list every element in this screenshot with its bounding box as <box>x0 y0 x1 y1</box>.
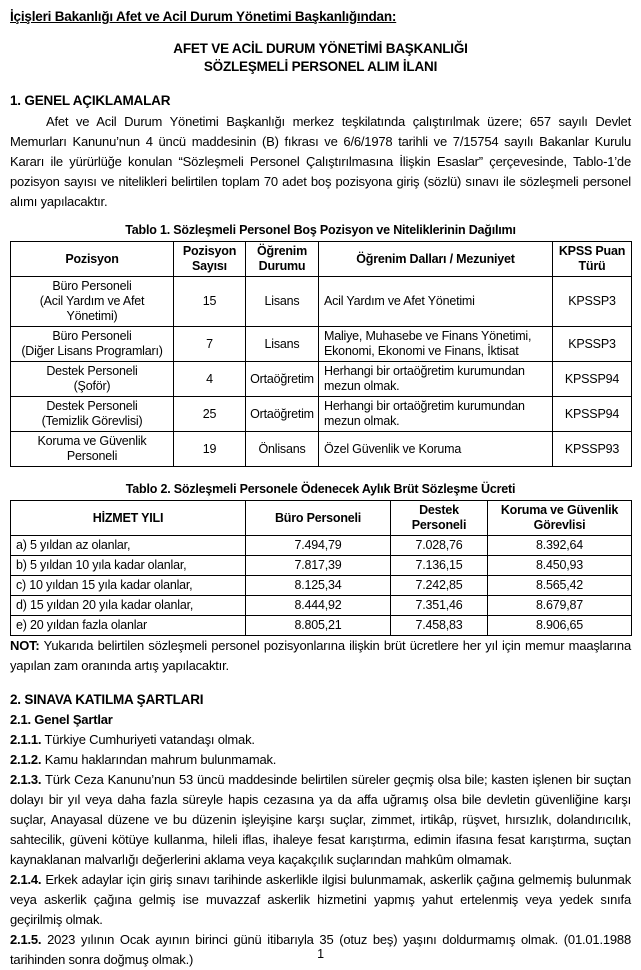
cell-ogrenim: Lisans <box>246 327 319 362</box>
table1-caption: Tablo 1. Sözleşmeli Personel Boş Pozisyon ve Niteliklerinin Dağılımı <box>125 223 516 237</box>
section2-subheading: 2.1. Genel Şartlar <box>10 712 113 727</box>
title-line-2: SÖZLEŞMELİ PERSONEL ALIM İLANI <box>203 59 438 74</box>
requirement-number: 2.1.4. <box>10 872 42 887</box>
table2-header-destek: Destek Personeli <box>391 501 488 536</box>
cell-destek-ucret: 7.458,83 <box>391 616 488 636</box>
table2-header-buro: Büro Personeli <box>246 501 391 536</box>
cell-hizmet-yili: e) 20 yıldan fazla olanlar <box>11 616 246 636</box>
requirement-item <box>10 750 631 770</box>
cell-dallar: Herhangi bir ortaöğretim kurumundan mezun olmak. <box>319 362 553 397</box>
requirement-text: Türkiye Cumhuriyeti vatandaşı olmak. <box>44 732 255 747</box>
cell-ogrenim: Önlisans <box>246 432 319 467</box>
table2-caption: Tablo 2. Sözleşmeli Personele Ödenecek Aylık Brüt Sözleşme Ücreti <box>125 482 516 496</box>
cell-destek-ucret: 7.242,85 <box>391 576 488 596</box>
cell-sayi: 7 <box>174 327 246 362</box>
cell-destek-ucret: 7.351,46 <box>391 596 488 616</box>
requirement-number: 2.1.2. <box>10 752 42 767</box>
table1-header-sayi: Pozisyon Sayısı <box>174 242 246 277</box>
table-row <box>11 432 632 467</box>
cell-koruma-ucret: 8.450,93 <box>488 556 632 576</box>
table1-positions <box>10 241 632 467</box>
requirement-item <box>10 770 631 870</box>
requirement-number: 2.1.1. <box>10 732 42 747</box>
table-row <box>11 596 632 616</box>
table1-header-ogrenim: Öğrenim Durumu <box>246 242 319 277</box>
cell-pozisyon: Koruma ve Güvenlik Personeli <box>11 432 174 467</box>
cell-ogrenim: Lisans <box>246 277 319 327</box>
cell-sayi: 25 <box>174 397 246 432</box>
cell-buro-ucret: 8.444,92 <box>246 596 391 616</box>
section1-heading: 1. GENEL AÇIKLAMALAR <box>10 93 171 108</box>
table2-header-koruma: Koruma ve Güvenlik Görevlisi <box>488 501 632 536</box>
table1-header-dallar: Öğrenim Dalları / Mezuniyet <box>319 242 553 277</box>
cell-koruma-ucret: 8.565,42 <box>488 576 632 596</box>
table-row <box>11 536 632 556</box>
cell-pozisyon: Büro Personeli (Acil Yardım ve Afet Yönetimi) <box>11 277 174 327</box>
requirement-text: Türk Ceza Kanunu’nun 53 üncü maddesinde belirtilen süreler geçmiş olsa bile; kasten işlenen bir suçtan dolayı bir yıl veya daha fazla süreyle hapis cezasına ya da affa uğramış olsa bile devletin güvenliğine karşı suçlar, Anayasal düzene ve bu düzenin işleyişine karşı suçlar, zimmet, irtikâp, rüşvet, hırsızlık, dolandırıcılık, sahtecilik, güveni kötüye kullanma, hileli iflas, ihaleye fesat karıştırma, edimin ifasına fesat karıştırma, suçtan kaynaklanan malvarlığı değerlerini aklama veya kaçakçılık suçlarından mahkûm olmamak. <box>10 772 631 867</box>
cell-ogrenim: Ortaöğretim <box>246 397 319 432</box>
table-row <box>11 362 632 397</box>
note-label: NOT: <box>10 638 40 653</box>
requirements-list <box>10 730 631 970</box>
requirement-text: 2023 yılının Ocak ayının birinci günü itibarıyla 35 (otuz beş) yaşını doldurmamış olmak. (01.01.1988 tarihinden sonra doğmuş olmak.) <box>10 932 631 967</box>
section1-paragraph: Afet ve Acil Durum Yönetimi Başkanlığı merkez teşkilatında çalıştırılmak üzere; 657 sayılı Devlet Memurları Kanunu’nun 4 üncü maddesinin (B) fıkrası ve 6/6/1978 tarihli ve 7/15754 sayılı Bakanlar Kurulu Kararı ile yürürlüğe konulan “Sözleşmeli Personel Çalıştırılmasına İlişkin Esaslar” çerçevesinde, Tablo-1’de pozisyon sayısı ve nitelikleri belirtilen toplam 70 adet boş pozisyona giriş (sözlü) sınavı ile sözleşmeli personel alımı yapılacaktır. <box>10 114 631 209</box>
table-row <box>11 616 632 636</box>
cell-hizmet-yili: b) 5 yıldan 10 yıla kadar olanlar, <box>11 556 246 576</box>
cell-kpss: KPSSP3 <box>553 327 632 362</box>
cell-buro-ucret: 8.805,21 <box>246 616 391 636</box>
title-line-1: AFET VE ACİL DURUM YÖNETİMİ BAŞKANLIĞI <box>173 41 468 56</box>
table-row <box>11 576 632 596</box>
cell-hizmet-yili: a) 5 yıldan az olanlar, <box>11 536 246 556</box>
announcement-title <box>10 40 631 76</box>
section2-heading: 2. SINAVA KATILMA ŞARTLARI <box>10 692 204 707</box>
cell-destek-ucret: 7.028,76 <box>391 536 488 556</box>
cell-destek-ucret: 7.136,15 <box>391 556 488 576</box>
issuing-authority-line: İçişleri Bakanlığı Afet ve Acil Durum Yönetimi Başkanlığından: <box>10 9 397 24</box>
cell-buro-ucret: 7.817,39 <box>246 556 391 576</box>
cell-kpss: KPSSP93 <box>553 432 632 467</box>
cell-sayi: 15 <box>174 277 246 327</box>
requirement-number: 2.1.5. <box>10 932 42 947</box>
cell-dallar: Özel Güvenlik ve Koruma <box>319 432 553 467</box>
table-row <box>11 277 632 327</box>
table1-header-pozisyon: Pozisyon <box>11 242 174 277</box>
cell-koruma-ucret: 8.679,87 <box>488 596 632 616</box>
table1-header-row <box>11 242 632 277</box>
requirement-text: Erkek adaylar için giriş sınavı tarihinde askerlikle ilgisi bulunmamak, askerlik çağına gelmemiş bulunmak veya askerlik çağına gelmiş ise muvazzaf askerlik hizmetini yapmış yahut ertelenmiş veya yedek sınıfa geçirilmiş olmak. <box>10 872 631 927</box>
cell-dallar: Herhangi bir ortaöğretim kurumundan mezun olmak. <box>319 397 553 432</box>
table2-header-row <box>11 501 632 536</box>
note-paragraph <box>10 636 631 676</box>
table-row <box>11 556 632 576</box>
cell-dallar: Acil Yardım ve Afet Yönetimi <box>319 277 553 327</box>
cell-hizmet-yili: d) 15 yıldan 20 yıla kadar olanlar, <box>11 596 246 616</box>
requirement-item <box>10 730 631 750</box>
cell-koruma-ucret: 8.906,65 <box>488 616 632 636</box>
cell-pozisyon: Destek Personeli (Şoför) <box>11 362 174 397</box>
requirement-item <box>10 870 631 930</box>
cell-sayi: 4 <box>174 362 246 397</box>
cell-kpss: KPSSP94 <box>553 397 632 432</box>
cell-pozisyon: Büro Personeli (Diğer Lisans Programları) <box>11 327 174 362</box>
table2-salaries <box>10 500 632 636</box>
requirement-text: Kamu haklarından mahrum bulunmamak. <box>44 752 277 767</box>
cell-ogrenim: Ortaöğretim <box>246 362 319 397</box>
requirement-number: 2.1.3. <box>10 772 42 787</box>
cell-dallar: Maliye, Muhasebe ve Finans Yönetimi, Ekonomi, Ekonomi ve Finans, İktisat <box>319 327 553 362</box>
cell-kpss: KPSSP94 <box>553 362 632 397</box>
cell-sayi: 19 <box>174 432 246 467</box>
cell-hizmet-yili: c) 10 yıldan 15 yıla kadar olanlar, <box>11 576 246 596</box>
cell-koruma-ucret: 8.392,64 <box>488 536 632 556</box>
cell-kpss: KPSSP3 <box>553 277 632 327</box>
page-number: 1 <box>317 947 324 961</box>
table-row <box>11 397 632 432</box>
cell-buro-ucret: 8.125,34 <box>246 576 391 596</box>
table1-header-kpss: KPSS Puan Türü <box>553 242 632 277</box>
table2-header-hizmet: HİZMET YILI <box>11 501 246 536</box>
note-text: Yukarıda belirtilen sözleşmeli personel pozisyonlarına ilişkin brüt ücretlere her yıl için memur maaşlarına yapılan zam oranında artış yapılacaktır. <box>10 638 631 673</box>
cell-pozisyon: Destek Personeli (Temizlik Görevlisi) <box>11 397 174 432</box>
cell-buro-ucret: 7.494,79 <box>246 536 391 556</box>
table-row <box>11 327 632 362</box>
